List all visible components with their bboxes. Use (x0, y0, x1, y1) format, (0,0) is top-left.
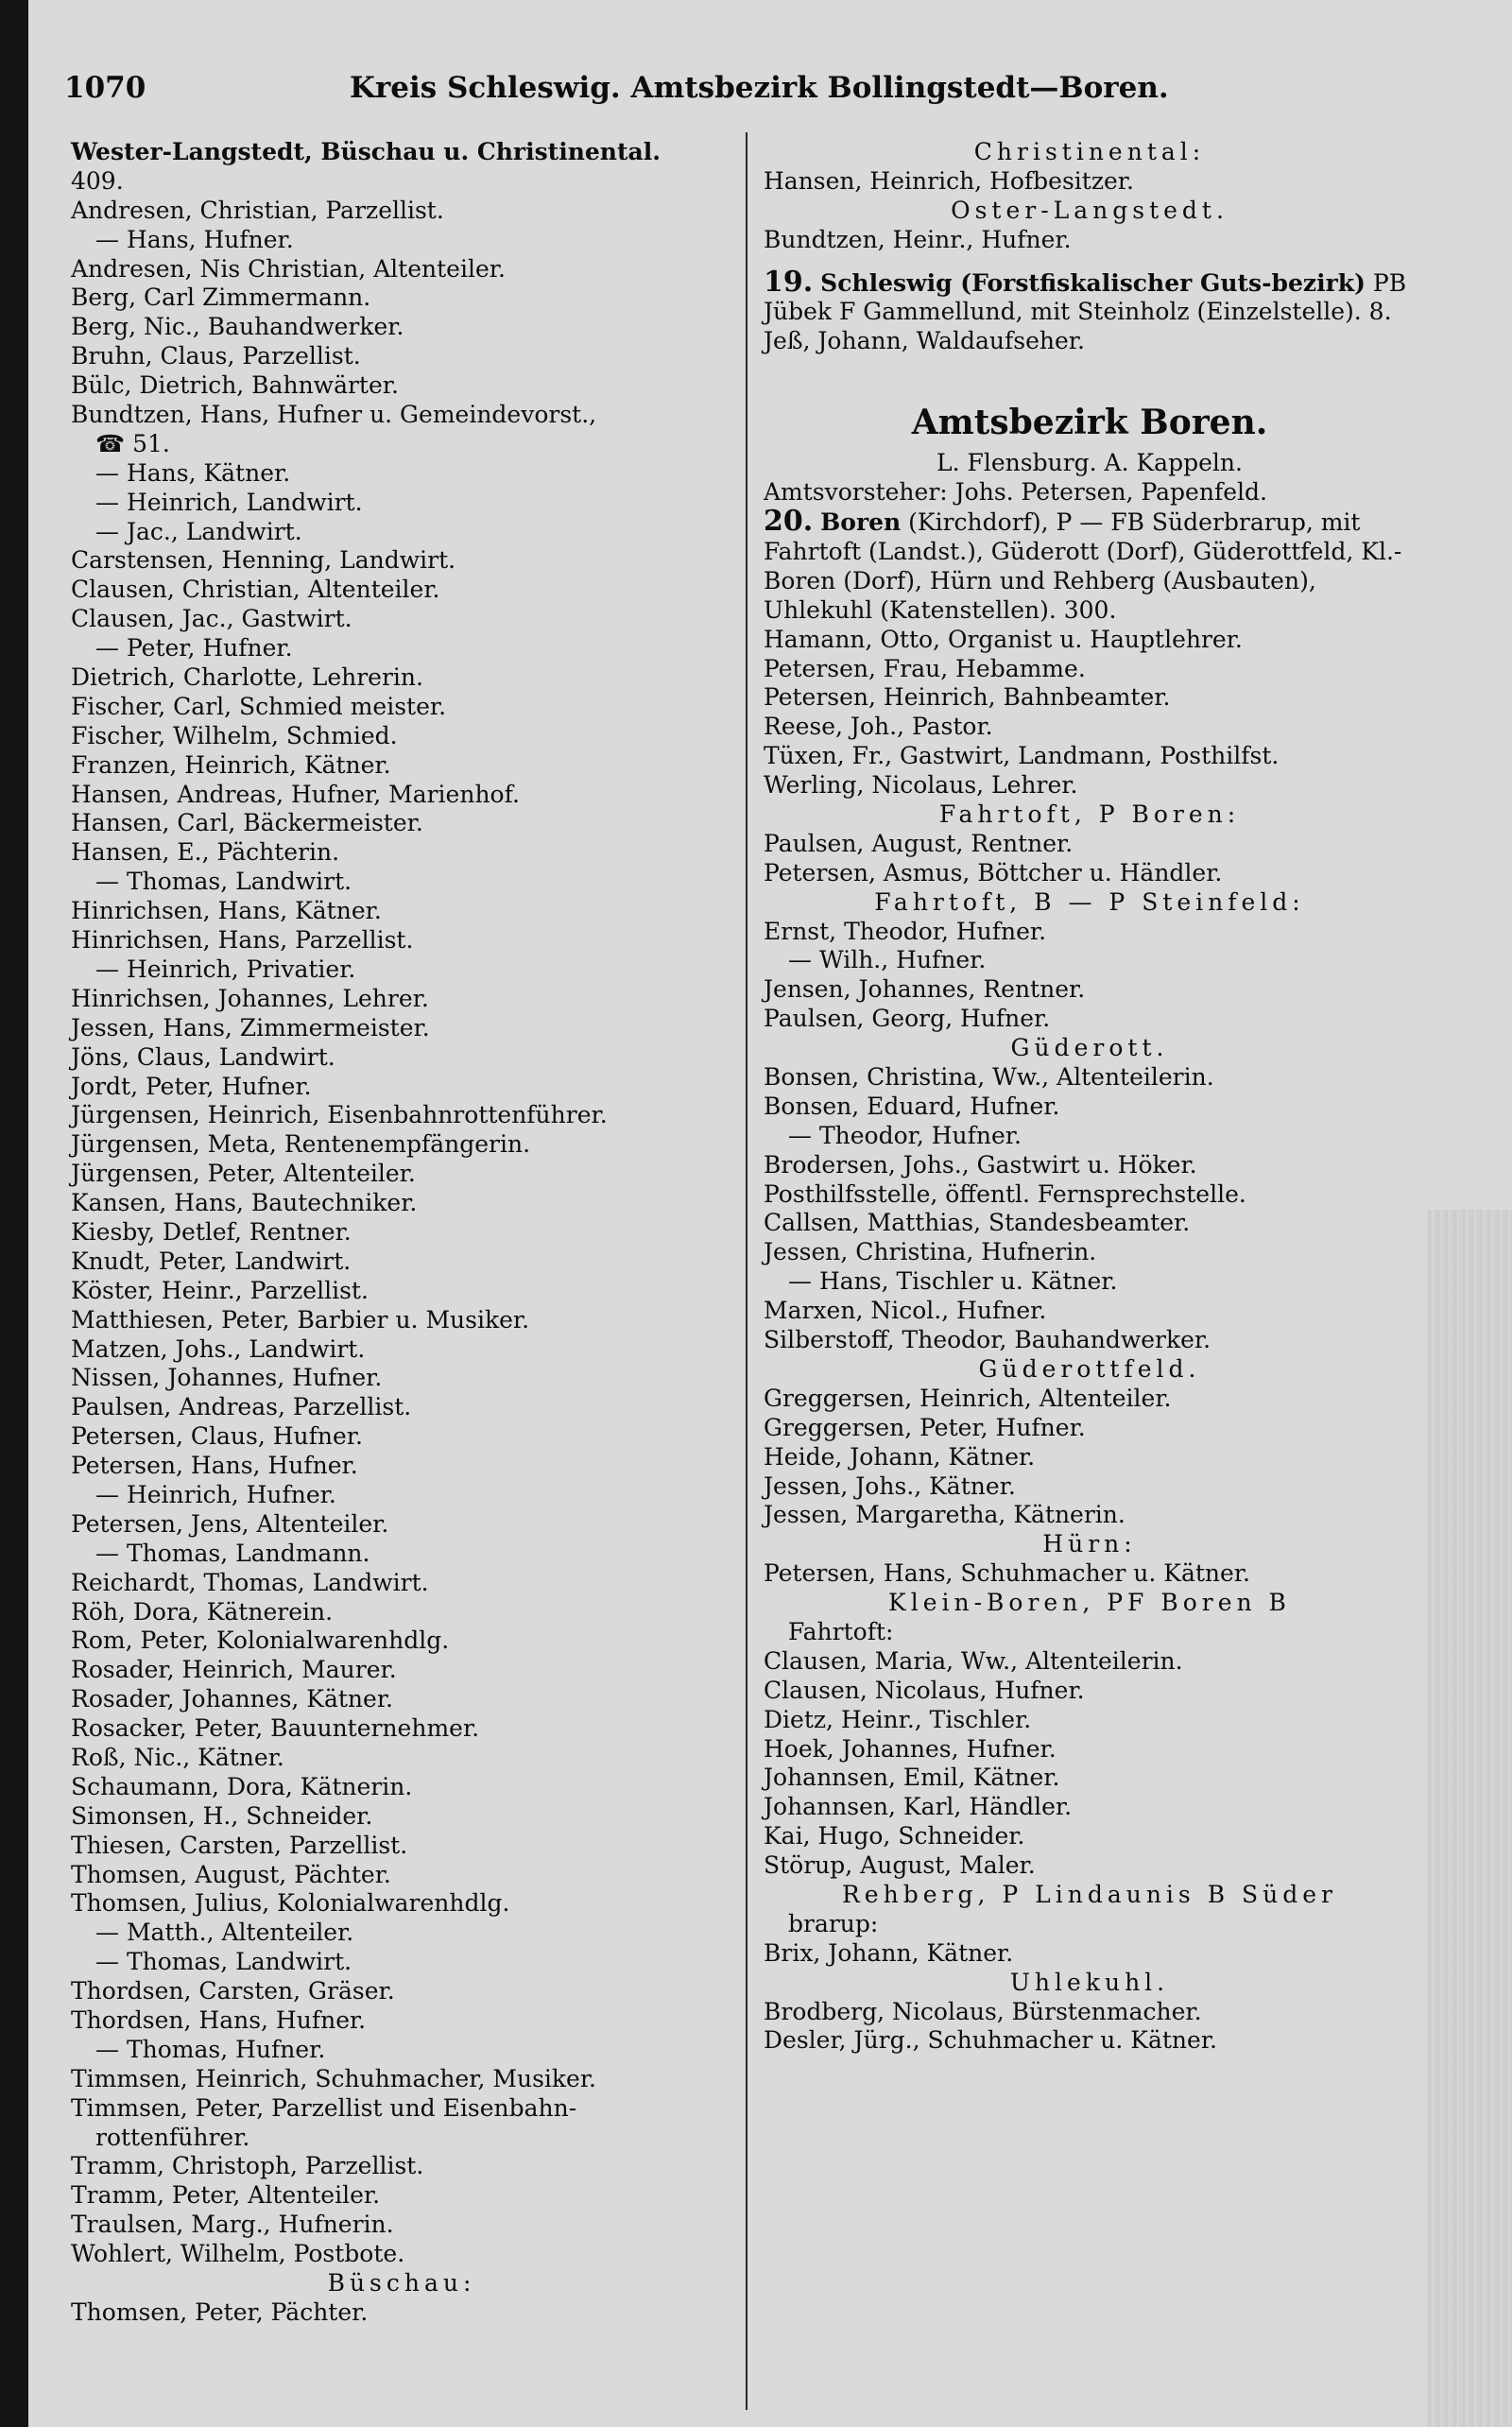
directory-entry: Hansen, Andreas, Hufner, Marienhof. (71, 780, 520, 808)
directory-entry: rottenführer. (95, 2123, 250, 2151)
directory-entry: Röh, Dora, Kätnerein. (71, 1597, 334, 1626)
place-heading: Wester-Langstedt, Büschau u. Christinental. (71, 138, 661, 165)
directory-entry: Fischer, Wilhelm, Schmied. (71, 721, 398, 749)
directory-entry: Hansen, Carl, Bäckermeister. (71, 809, 423, 837)
directory-entry: Ernst, Theodor, Hufner. (764, 917, 1047, 945)
directory-entry: Desler, Jürg., Schuhmacher u. Kätner. (764, 2026, 1217, 2055)
directory-entry: Thordsen, Hans, Hufner. (71, 2006, 367, 2034)
directory-entry: Berg, Carl Zimmermann. (71, 284, 371, 312)
directory-entry: Johannsen, Karl, Händler. (764, 1793, 1073, 1821)
section-heading: Klein-Boren, PF Boren B (888, 1589, 1291, 1617)
directory-entry: Petersen, Asmus, Böttcher u. Händler. (764, 858, 1223, 886)
directory-entry: Dietrich, Charlotte, Lehrerin. (71, 663, 423, 692)
section-heading: Hürn: (1042, 1530, 1137, 1558)
directory-entry: — Hans, Kätner. (95, 458, 291, 487)
section-heading: Oster-Langstedt. (951, 196, 1228, 224)
directory-entry: Jessen, Margaretha, Kätnerin. (764, 1501, 1125, 1529)
directory-entry: Hansen, Heinrich, Hofbesitzer. (764, 166, 1134, 195)
directory-entry: — Heinrich, Hufner. (95, 1480, 336, 1508)
directory-entry: Paulsen, Georg, Hufner. (764, 1005, 1051, 1033)
section-heading: Fahrtoft, B — P Steinfeld: (874, 887, 1305, 916)
directory-entry: Timmsen, Heinrich, Schuhmacher, Musiker. (71, 2064, 596, 2092)
page-number: 1070 (64, 71, 146, 105)
directory-entry: Werling, Nicolaus, Lehrer. (764, 771, 1078, 800)
directory-entry: Jöns, Claus, Landwirt. (71, 1042, 335, 1071)
directory-entry: Thomsen, August, Pächter. (71, 1860, 391, 1888)
directory-entry: — Thomas, Landmann. (95, 1539, 370, 1567)
directory-entry: Nissen, Johannes, Hufner. (71, 1364, 383, 1392)
directory-entry: Hinrichsen, Hans, Parzellist. (71, 926, 414, 955)
directory-entry: — Wilh., Hufner. (788, 946, 987, 974)
directory-entry: Matthiesen, Peter, Barbier u. Musiker. (71, 1305, 530, 1334)
entry-name: Schleswig (Forstfiskalischer Guts-bezirk) (820, 268, 1366, 297)
entry-20 (764, 505, 1416, 626)
directory-entry: Silberstoff, Theodor, Bauhandwerker. (764, 1326, 1211, 1354)
section-heading-continued: Fahrtoft: (788, 1617, 894, 1645)
directory-entry: Andresen, Nis Christian, Altenteiler. (71, 254, 506, 283)
directory-entry: 409. (71, 166, 124, 195)
directory-entry: Kai, Hugo, Schneider. (764, 1822, 1025, 1850)
directory-entry: Tramm, Peter, Altenteiler. (71, 2181, 381, 2210)
amtsbezirk-title: Amtsbezirk Boren. (911, 403, 1268, 443)
directory-entry: Clausen, Nicolaus, Hufner. (764, 1676, 1085, 1704)
directory-entry: — Jac., Landwirt. (95, 517, 302, 545)
directory-entry: Hamann, Otto, Organist u. Hauptlehrer. (764, 625, 1243, 653)
directory-entry: Rosacker, Peter, Bauunternehmer. (71, 1714, 480, 1743)
directory-entry: Andresen, Christian, Parzellist. (71, 196, 444, 224)
entry-19 (764, 265, 1416, 328)
directory-entry: Wohlert, Wilhelm, Postbote. (71, 2240, 405, 2268)
directory-entry: Johannsen, Emil, Kätner. (764, 1764, 1060, 1792)
directory-entry: Dietz, Heinr., Tischler. (764, 1705, 1032, 1733)
directory-entry: Bonsen, Christina, Ww., Altenteilerin. (764, 1063, 1214, 1092)
entry-details: PB Jübek F Gammellund, mit Steinholz (Einzelstelle). 8. (764, 268, 1407, 326)
directory-entry: Callsen, Matthias, Standesbeamter. (764, 1209, 1191, 1237)
entry-20-sections (764, 626, 1416, 2057)
directory-entry: Fischer, Carl, Schmied meister. (71, 692, 447, 720)
directory-entry: Tüxen, Fr., Gastwirt, Landmann, Posthilfst. (764, 742, 1280, 770)
directory-entry: Bonsen, Eduard, Hufner. (764, 1092, 1060, 1120)
directory-entry: Paulsen, August, Rentner. (764, 829, 1074, 857)
section-heading: Rehberg, P Lindaunis B Süder (841, 1880, 1337, 1908)
directory-entry: Petersen, Heinrich, Bahnbeamter. (764, 683, 1171, 712)
directory-entry: Thordsen, Carsten, Gräser. (71, 1977, 395, 2005)
directory-entry: — Matth., Altenteiler. (95, 1919, 354, 1947)
directory-entry: Simonsen, H., Schneider. (71, 1801, 373, 1830)
directory-entry: Jessen, Johs., Kätner. (764, 1472, 1016, 1500)
directory-entry: Thiesen, Carsten, Parzellist. (71, 1831, 408, 1859)
page-header (64, 66, 1416, 110)
directory-entry: Clausen, Jac., Gastwirt. (71, 605, 352, 633)
directory-entry: Marxen, Nicol., Hufner. (764, 1297, 1047, 1325)
directory-entry: Rosader, Johannes, Kätner. (71, 1685, 393, 1713)
directory-entry: Thomsen, Peter, Pächter. (71, 2298, 369, 2326)
directory-entry: Hinrichsen, Hans, Kätner. (71, 897, 382, 925)
directory-entry: Kansen, Hans, Bautechniker. (71, 1189, 418, 1217)
section-heading-continued: brarup: (788, 1909, 879, 1937)
directory-entry: Brix, Johann, Kätner. (764, 1938, 1014, 1967)
directory-entry: Petersen, Frau, Hebamme. (764, 654, 1086, 682)
directory-entry: Reichardt, Thomas, Landwirt. (71, 1568, 429, 1596)
section-heading: Christinental: (973, 138, 1206, 165)
directory-entry: Köster, Heinr., Parzellist. (71, 1276, 369, 1304)
directory-entry: — Hans, Tischler u. Kätner. (788, 1267, 1118, 1296)
amtsbezirk-subtitle: L. Flensburg. A. Kappeln. (936, 449, 1243, 477)
right-top-block (764, 138, 1416, 255)
directory-entry: Bülc, Dietrich, Bahnwärter. (71, 371, 399, 400)
directory-entry: Carstensen, Henning, Landwirt. (71, 546, 456, 575)
entry-name: Boren (820, 508, 902, 537)
left-column (71, 138, 732, 2328)
running-title: Kreis Schleswig. Amtsbezirk Bollingstedt—Boren. (350, 71, 1169, 105)
directory-entry: Greggersen, Peter, Hufner. (764, 1413, 1086, 1441)
directory-entry: ☎ 51. (95, 429, 170, 457)
directory-entry: — Hans, Hufner. (95, 225, 294, 253)
directory-entry: Paulsen, Andreas, Parzellist. (71, 1393, 412, 1421)
section-heading: Fahrtoft, P Boren: (938, 800, 1241, 829)
directory-entry: — Thomas, Hufner. (95, 2035, 326, 2063)
directory-entry: Brodersen, Johs., Gastwirt u. Höker. (764, 1150, 1197, 1179)
entry-number: 19. (764, 265, 814, 299)
section-heading: Güderott. (1010, 1034, 1169, 1062)
directory-entry: Tramm, Christoph, Parzellist. (71, 2152, 424, 2180)
entry-details: (Kirchdorf), P — FB Süderbrarup, mit Fahrtoft (Landst.), Güderott (Dorf), Güderottfeld, Kl.-Boren (Dorf), Hürn und Rehberg (Ausbauten), Uhlekuhl (Katenstellen). 300. (764, 508, 1402, 624)
entry-19-people (764, 327, 1416, 356)
directory-entry: Greggersen, Heinrich, Altenteiler. (764, 1384, 1172, 1412)
directory-entry: Schaumann, Dora, Kätnerin. (71, 1772, 413, 1800)
section-heading: Büschau: (327, 2269, 476, 2298)
directory-entry: Jeß, Johann, Waldaufseher. (764, 327, 1085, 355)
directory-entry: Petersen, Jens, Altenteiler. (71, 1509, 389, 1538)
directory-entry: Bundtzen, Hans, Hufner u. Gemeindevorst., (71, 401, 597, 429)
directory-entry: Rosader, Heinrich, Maurer. (71, 1656, 397, 1684)
directory-entry: Hinrichsen, Johannes, Lehrer. (71, 984, 429, 1012)
directory-entry: Roß, Nic., Kätner. (71, 1743, 284, 1771)
directory-entry: Knudt, Peter, Landwirt. (71, 1247, 352, 1275)
directory-entry: Jessen, Hans, Zimmermeister. (71, 1013, 430, 1041)
directory-entry: Jürgensen, Meta, Rentenempfängerin. (71, 1130, 531, 1159)
directory-entry: — Thomas, Landwirt. (95, 868, 352, 896)
directory-entry: Brodberg, Nicolaus, Bürstenmacher. (764, 1997, 1202, 2025)
directory-entry: Jürgensen, Peter, Altenteiler. (71, 1160, 416, 1188)
directory-entry: Reese, Joh., Pastor. (764, 713, 993, 741)
directory-entry: Petersen, Claus, Hufner. (71, 1422, 363, 1451)
directory-entry: Jensen, Johannes, Rentner. (764, 975, 1086, 1004)
section-heading: Uhlekuhl. (1009, 1968, 1170, 1996)
column-divider (746, 132, 747, 2410)
directory-entry: Petersen, Hans, Hufner. (71, 1452, 358, 1480)
directory-entry: Jessen, Christina, Hufnerin. (764, 1238, 1097, 1266)
section-heading: Güderottfeld. (978, 1354, 1201, 1383)
directory-entry: — Theodor, Hufner. (788, 1121, 1022, 1149)
directory-entry: — Peter, Hufner. (95, 634, 293, 663)
directory-entry: Heide, Johann, Kätner. (764, 1442, 1036, 1471)
directory-entry: Traulsen, Marg., Hufnerin. (71, 2211, 394, 2239)
directory-entry: Franzen, Heinrich, Kätner. (71, 750, 391, 779)
directory-entry: Jordt, Peter, Hufner. (71, 1072, 312, 1100)
directory-entry: Clausen, Maria, Ww., Altenteilerin. (764, 1646, 1183, 1675)
right-column (764, 138, 1416, 2056)
amtsvorsteher: Amtsvorsteher: Johs. Petersen, Papenfeld. (764, 478, 1267, 507)
directory-entry: Kiesby, Detlef, Rentner. (71, 1217, 352, 1246)
directory-entry: Störup, August, Maler. (764, 1851, 1036, 1880)
directory-entry: — Heinrich, Landwirt. (95, 488, 363, 516)
directory-entry: Thomsen, Julius, Kolonialwarenhdlg. (71, 1889, 510, 1918)
directory-entry: Jürgensen, Heinrich, Eisenbahnrottenführer. (71, 1101, 608, 1129)
directory-entry: Bruhn, Claus, Parzellist. (71, 342, 361, 370)
directory-entry: Hansen, E., Pächterin. (71, 838, 340, 867)
directory-entry: — Thomas, Landwirt. (95, 1948, 352, 1976)
entry-number: 20. (764, 505, 814, 539)
directory-entry: Timmsen, Peter, Parzellist und Eisenbahn- (71, 2093, 577, 2122)
directory-entry: Berg, Nic., Bauhandwerker. (71, 313, 404, 341)
directory-entry: Posthilfsstelle, öffentl. Fernsprechstelle. (764, 1179, 1246, 1208)
directory-entry: — Heinrich, Privatier. (95, 955, 356, 983)
directory-entry: Bundtzen, Heinr., Hufner. (764, 225, 1072, 253)
directory-entry: Hoek, Johannes, Hufner. (764, 1734, 1057, 1763)
directory-entry: Matzen, Johs., Landwirt. (71, 1334, 366, 1363)
directory-entry: Petersen, Hans, Schuhmacher u. Kätner. (764, 1559, 1250, 1588)
directory-entry: Clausen, Christian, Altenteiler. (71, 576, 440, 604)
directory-entry: Rom, Peter, Kolonialwarenhdlg. (71, 1627, 450, 1655)
